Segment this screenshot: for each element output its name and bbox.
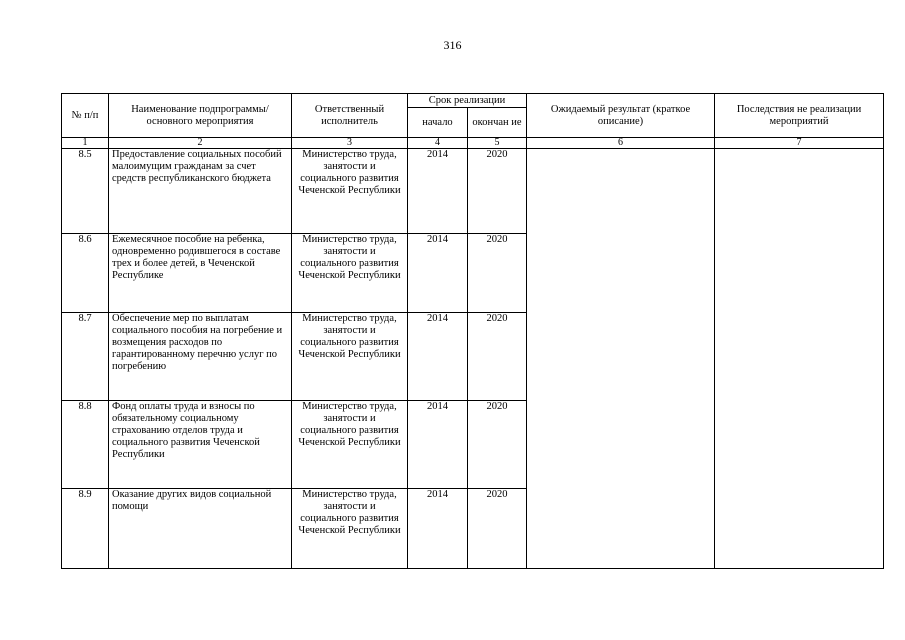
column-number: 7 xyxy=(715,138,884,149)
row-name: Оказание других видов социальной помощи xyxy=(109,489,292,569)
row-start: 2014 xyxy=(408,149,468,234)
row-name: Обеспечение мер по выплатам социального пособия на погребение и возмещения расходов по гарантированному перечню услуг по погребению xyxy=(109,313,292,401)
header-period: Срок реализации xyxy=(408,94,527,108)
table-row xyxy=(62,149,884,234)
column-number: 4 xyxy=(408,138,468,149)
row-executor: Министерство труда, занятости и социального развития Чеченской Республики xyxy=(292,313,408,401)
row-end: 2020 xyxy=(468,234,527,313)
column-numbers-row xyxy=(62,138,884,149)
row-end: 2020 xyxy=(468,401,527,489)
row-executor: Министерство труда, занятости и социального развития Чеченской Республики xyxy=(292,401,408,489)
page-number: 316 xyxy=(443,38,462,52)
column-number: 3 xyxy=(292,138,408,149)
row-end: 2020 xyxy=(468,489,527,569)
activities-table xyxy=(61,93,884,569)
row-start: 2014 xyxy=(408,234,468,313)
row-executor: Министерство труда, занятости и социального развития Чеченской Республики xyxy=(292,234,408,313)
column-number: 2 xyxy=(109,138,292,149)
header-name: Наименование подпрограммы/ основного мероприятия xyxy=(109,94,292,138)
column-number: 5 xyxy=(468,138,527,149)
header-start: начало xyxy=(408,108,468,138)
row-id: 8.5 xyxy=(62,149,109,234)
row-id: 8.8 xyxy=(62,401,109,489)
row-start: 2014 xyxy=(408,401,468,489)
header-consequences: Последствия не реализации мероприятий xyxy=(715,94,884,138)
row-start: 2014 xyxy=(408,489,468,569)
column-number: 6 xyxy=(527,138,715,149)
row-name: Ежемесячное пособие на ребенка, одновременно родившегося в составе трех и более детей, в Чеченской Республике xyxy=(109,234,292,313)
header-result: Ожидаемый результат (краткое описание) xyxy=(527,94,715,138)
row-id: 8.9 xyxy=(62,489,109,569)
header-row xyxy=(62,94,884,108)
column-number: 1 xyxy=(62,138,109,149)
row-id: 8.7 xyxy=(62,313,109,401)
header-end: окончан ие xyxy=(468,108,527,138)
row-end: 2020 xyxy=(468,149,527,234)
row-executor: Министерство труда, занятости и социального развития Чеченской Республики xyxy=(292,489,408,569)
row-executor: Министерство труда, занятости и социального развития Чеченской Республики xyxy=(292,149,408,234)
row-end: 2020 xyxy=(468,313,527,401)
row-start: 2014 xyxy=(408,313,468,401)
row-name: Предоставление социальных пособий малоимущим гражданам за счет средств республиканского бюджета xyxy=(109,149,292,234)
consequences-cell xyxy=(715,149,884,569)
row-id: 8.6 xyxy=(62,234,109,313)
row-name: Фонд оплаты труда и взносы по обязательному социальному страхованию отделов труда и социального развития Чеченской Республики xyxy=(109,401,292,489)
header-executor: Ответственный исполнитель xyxy=(292,94,408,138)
header-num: № п/п xyxy=(62,94,109,138)
result-cell xyxy=(527,149,715,569)
